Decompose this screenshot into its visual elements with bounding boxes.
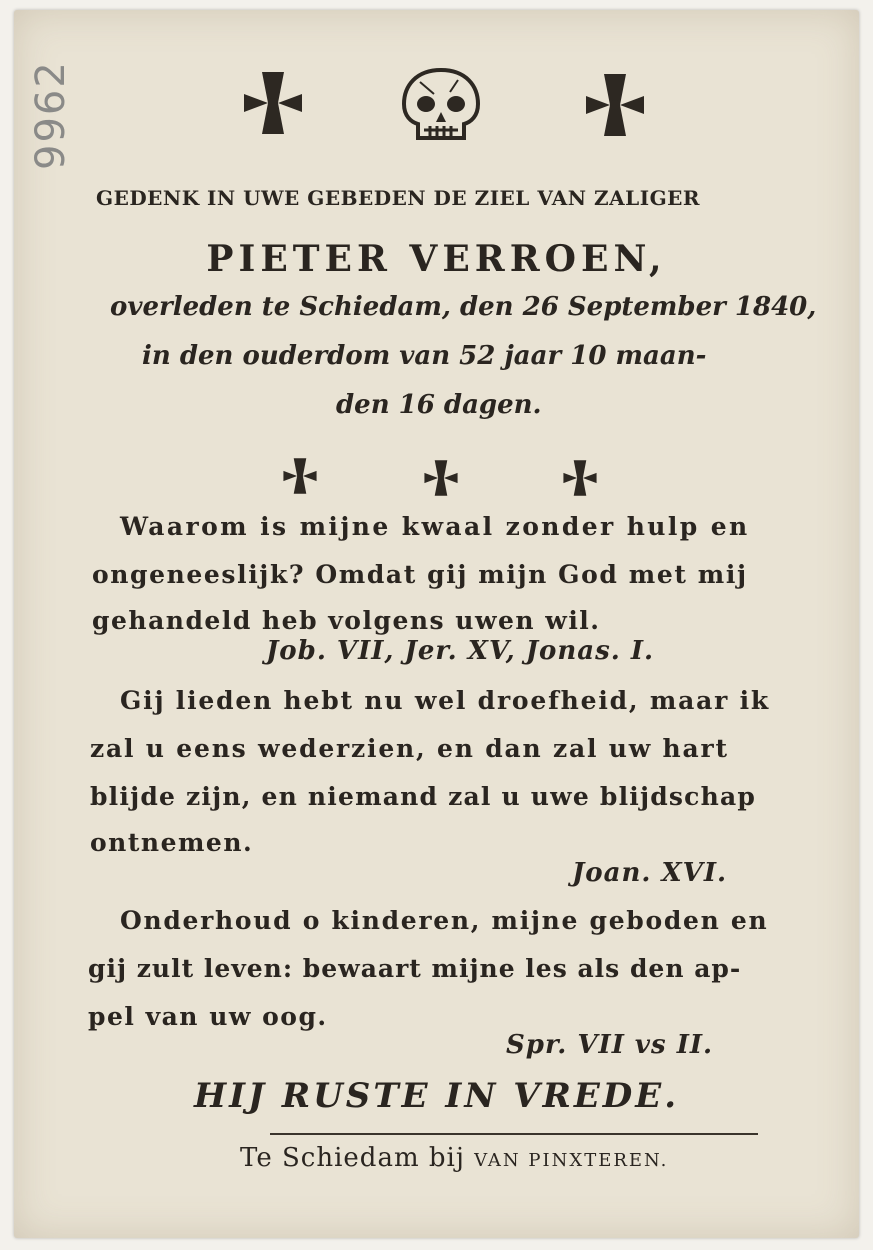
passage-line: zal u eens wederzien, en dan zal uw hart <box>90 734 729 763</box>
passage-line: Onderhoud o kinderen, mijne geboden en <box>120 906 769 935</box>
scripture-reference: Job. VII, Jer. XV, Jonas. I. <box>266 636 655 666</box>
passage-line: blijde zijn, en niemand zal u uwe blijdschap <box>90 782 757 811</box>
closing-blessing: HIJ RUSTE IN VREDE. <box>193 1076 680 1116</box>
cross-pattee-icon <box>280 456 320 496</box>
passage-line: Waarom is mijne kwaal zonder hulp en <box>120 512 750 541</box>
cross-pattee-icon <box>421 458 461 498</box>
scripture-reference: Spr. VII vs II. <box>506 1030 714 1060</box>
skull-icon <box>398 66 484 148</box>
passage-line: Gij lieden hebt nu wel droefheid, maar ik <box>120 686 771 715</box>
printer-prefix: Te Schiedam bij <box>240 1143 465 1173</box>
passage-line: ontnemen. <box>90 828 254 857</box>
cross-pattee-icon <box>582 70 648 140</box>
passage-line: pel van uw oog. <box>88 1002 328 1031</box>
death-line-2: in den ouderdom van 52 jaar 10 maan- <box>142 341 707 371</box>
scripture-reference: Joan. XVI. <box>572 858 728 888</box>
passage-line: gij zult leven: bewaart mijne les als den ap- <box>88 954 742 983</box>
passage-line: ongeneeslijk? Omdat gij mijn God met mij <box>92 560 748 589</box>
printer-name: VAN PINXTEREN. <box>474 1150 669 1171</box>
death-line-1: overleden te Schiedam, den 26 September 1840, <box>110 292 817 322</box>
pencil-annotation: 9962 <box>28 60 74 170</box>
deceased-name: PIETER VERROEN, <box>206 238 667 280</box>
passage-line: gehandeld heb volgens uwen wil. <box>92 606 601 635</box>
divider <box>270 1133 758 1135</box>
heading: GEDENK IN UWE GEBEDEN DE ZIEL VAN ZALIGER <box>96 186 701 210</box>
cross-pattee-icon <box>240 68 306 138</box>
death-line-3: den 16 dagen. <box>336 390 542 420</box>
printer-imprint <box>240 1143 668 1173</box>
cross-pattee-icon <box>560 458 600 498</box>
